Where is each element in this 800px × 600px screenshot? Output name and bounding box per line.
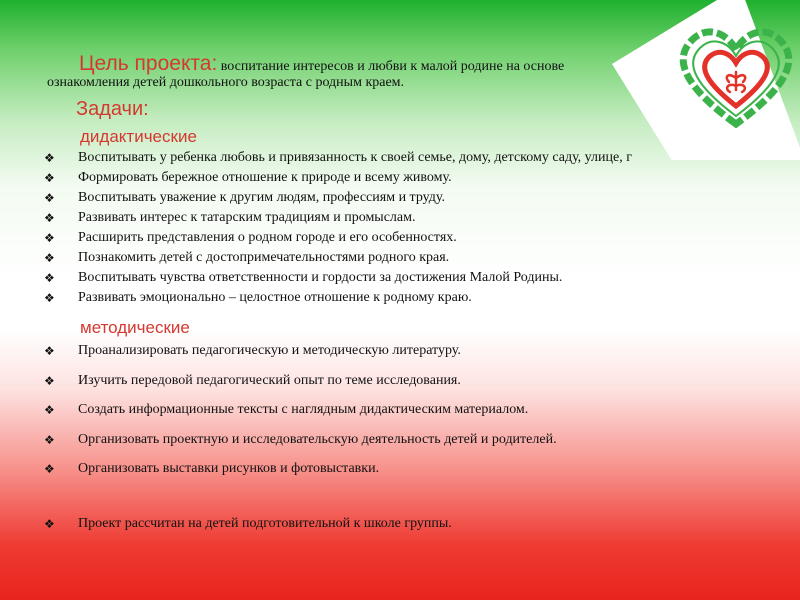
bullet-diamond-icon: ❖ bbox=[44, 271, 55, 285]
list-item: ❖ Формировать бережное отношение к природе и всему живому. bbox=[44, 168, 632, 188]
bullet-diamond-icon: ❖ bbox=[44, 211, 55, 225]
project-goal-label: Цель проекта: bbox=[79, 52, 218, 75]
list-item: ❖ Изучить передовой педагогический опыт по теме исследования. bbox=[44, 371, 557, 401]
bullet-diamond-icon: ❖ bbox=[44, 403, 55, 417]
bullet-diamond-icon: ❖ bbox=[44, 462, 55, 476]
list-item: ❖ Проанализировать педагогическую и методическую литературу. bbox=[44, 341, 557, 371]
project-goal-text: воспитание интересов и любви к малой родине на основе bbox=[217, 59, 565, 74]
bullet-diamond-icon: ❖ bbox=[44, 171, 55, 185]
list-item: ❖ Познакомить детей с достопримечательностями родного края. bbox=[44, 248, 632, 268]
methodical-heading: методические bbox=[80, 318, 190, 337]
bullet-diamond-icon: ❖ bbox=[44, 373, 55, 388]
list-item: ❖ Воспитывать у ребенка любовь и привязанность к своей семье, дому, детскому саду, улице, г bbox=[44, 148, 632, 168]
tatar-heart-ornament-icon bbox=[612, 0, 800, 160]
list-item: ❖ Развивать интерес к татарским традициям и промыслам. bbox=[44, 208, 632, 228]
didactic-heading: дидактические bbox=[80, 127, 197, 146]
bullet-diamond-icon: ❖ bbox=[44, 291, 55, 305]
bullet-diamond-icon: ❖ bbox=[44, 151, 55, 165]
bullet-diamond-icon: ❖ bbox=[44, 344, 55, 358]
project-audience-note: ❖ Проект рассчитан на детей подготовительной к школе группы. bbox=[44, 514, 452, 534]
bullet-diamond-icon: ❖ bbox=[44, 251, 55, 265]
list-item: ❖ Воспитывать уважение к другим людям, профессиям и труду. bbox=[44, 188, 632, 208]
list-item: ❖ Развивать эмоционально – целостное отношение к родному краю. bbox=[44, 288, 632, 308]
list-item: ❖ Расширить представления о родном городе и его особенностях. bbox=[44, 228, 632, 248]
project-goal-line1 bbox=[79, 52, 564, 76]
methodical-task-list bbox=[44, 341, 557, 489]
bullet-diamond-icon: ❖ bbox=[44, 432, 55, 447]
list-item: ❖ Организовать выставки рисунков и фотовыставки. bbox=[44, 459, 557, 489]
project-goal-line2: ознакомления детей дошкольного возраста с родным краем. bbox=[47, 75, 405, 90]
tasks-heading: Задачи: bbox=[76, 98, 149, 120]
list-item: ❖ Организовать проектную и исследовательскую деятельность детей и родителей. bbox=[44, 430, 557, 460]
bullet-diamond-icon: ❖ bbox=[44, 231, 55, 245]
list-item: ❖ Создать информационные тексты с наглядным дидактическим материалом. bbox=[44, 400, 557, 430]
didactic-task-list bbox=[44, 148, 632, 308]
bullet-diamond-icon: ❖ bbox=[44, 517, 55, 531]
list-item: ❖ Воспитывать чувства ответственности и гордости за достижения Малой Родины. bbox=[44, 268, 632, 288]
bullet-diamond-icon: ❖ bbox=[44, 191, 55, 205]
